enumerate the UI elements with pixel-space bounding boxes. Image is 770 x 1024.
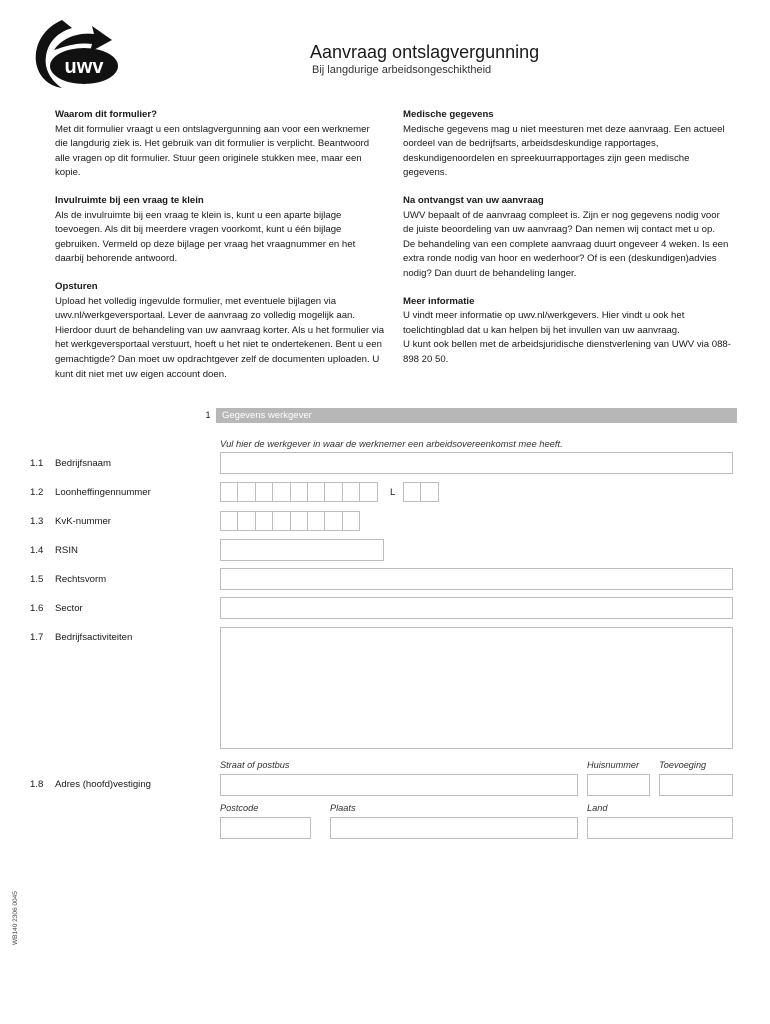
intro-block-space — [55, 194, 385, 267]
intro-text: Als de invulruimte bij een vraag te klein is, kunt u een aparte bijlage toevoegen. Als dit bij meerdere vragen voorkomt, kunt u één bijlage gebruiken. Vermeld op deze bijlage per vraag het vraagnummer en het daarbij behorende antwoord. — [55, 209, 356, 265]
street-input[interactable] — [220, 774, 578, 796]
section-number: 1 — [200, 408, 216, 423]
housenumber-input[interactable] — [587, 774, 650, 796]
intro-heading: Invulruimte bij een vraag te klein — [55, 194, 204, 206]
country-input[interactable] — [587, 817, 733, 839]
intro-text: U kunt ook bellen met de arbeidsjuridische dienstverlening van UWV via 088-898 20 50. — [403, 339, 731, 365]
company-name-input[interactable] — [220, 452, 733, 474]
country-label: Land — [587, 803, 608, 813]
section-header — [200, 408, 737, 423]
form-subtitle: Bij langdurige arbeidsongeschiktheid — [312, 64, 492, 76]
field-number: 1.5 — [30, 574, 44, 585]
field-number: 1.2 — [30, 487, 44, 498]
field-number: 1.8 — [30, 779, 44, 790]
field-number: 1.4 — [30, 545, 44, 556]
field-number: 1.1 — [30, 458, 44, 469]
intro-block-why — [55, 108, 385, 181]
intro-heading: Waarom dit formulier? — [55, 109, 157, 120]
digit-cell[interactable] — [290, 511, 308, 531]
digit-cell[interactable] — [359, 482, 377, 502]
intro-block-after-receipt — [403, 194, 733, 282]
field-label: Sector — [55, 603, 83, 614]
digit-cell[interactable] — [220, 511, 238, 531]
intro-heading: Medische gegevens — [403, 109, 494, 120]
city-input[interactable] — [330, 817, 578, 839]
intro-block-medical — [403, 108, 733, 181]
intro-block-send — [55, 280, 385, 382]
addition-label: Toevoeging — [659, 760, 707, 770]
digit-cell[interactable] — [255, 482, 273, 502]
city-label: Plaats — [330, 803, 356, 813]
digit-cell[interactable] — [220, 482, 238, 502]
payroll-tax-suffix-label: L — [390, 487, 396, 498]
kvk-number-cells[interactable] — [220, 511, 359, 531]
intro-text: UWV bepaalt of de aanvraag compleet is. Zijn er nog gegevens nodig voor de juiste beoordeling van uw aanvraag? Dan nemen wij contact met u op. — [403, 209, 720, 236]
digit-cell[interactable] — [290, 482, 308, 502]
payroll-tax-suffix-cells[interactable] — [403, 482, 438, 502]
field-label: Loonheffingennummer — [55, 487, 151, 498]
intro-heading: Meer informatie — [403, 295, 475, 307]
postcode-label: Postcode — [220, 803, 259, 813]
legal-form-input[interactable] — [220, 568, 733, 590]
street-label: Straat of postbus — [220, 760, 290, 770]
digit-cell[interactable] — [272, 482, 290, 502]
digit-cell[interactable] — [272, 511, 290, 531]
intro-right-column — [403, 108, 733, 381]
intro-text: De behandeling van een complete aanvraag duurt ongeveer 4 weken. Is een extra ronde nodig van hoor en wederhoor? Of is een (deskundigen)advies nodig? Dan duurt de behandeling langer. — [403, 238, 729, 279]
digit-cell[interactable] — [324, 511, 342, 531]
digit-cell[interactable] — [324, 482, 342, 502]
postcode-input[interactable] — [220, 817, 311, 839]
field-label: Rechtsvorm — [55, 574, 107, 585]
uwv-logo — [32, 16, 124, 90]
intro-heading: Opsturen — [55, 280, 98, 292]
intro-left-column — [55, 108, 385, 395]
field-label: KvK-nummer — [55, 516, 111, 527]
svg-text:uwv: uwv — [64, 56, 104, 78]
field-number: 1.6 — [30, 603, 44, 614]
sector-input[interactable] — [220, 597, 733, 619]
payroll-tax-number-cells[interactable] — [220, 482, 377, 502]
field-label: Bedrijfsactiviteiten — [55, 632, 133, 643]
intro-text: U vindt meer informatie op uwv.nl/werkgevers. Hier vindt u ook het toelichtingblad dat u kan helpen bij het invullen van uw aanvraag. — [403, 310, 685, 336]
digit-cell[interactable] — [420, 482, 438, 502]
digit-cell[interactable] — [342, 482, 360, 502]
digit-cell[interactable] — [307, 511, 325, 531]
digit-cell[interactable] — [255, 511, 273, 531]
business-activities-textarea[interactable] — [220, 627, 733, 749]
field-label: RSIN — [55, 545, 78, 556]
form-title: Aanvraag ontslagvergunning — [310, 42, 540, 62]
addition-input[interactable] — [659, 774, 733, 796]
digit-cell[interactable] — [342, 511, 360, 531]
field-number: 1.3 — [30, 516, 44, 527]
section-title: Gegevens werkgever — [222, 410, 312, 421]
intro-text: Upload het volledig ingevulde formulier, met eventuele bijlagen via uwv.nl/werkgeversportaal. Lever de aanvraag zo volledig mogelijk aan. Hierdoor duurt de behandeling van uw aanvraag korter. Als u het formulier via het werkgeversportaal verstuurt, hoeft u het niet te ondertekenen. Bent u een gemachtigde? Dan moet uw opdrachtgever zelf de documenten uploaden. U kunt dit niet met uw eigen account doen. — [55, 295, 385, 380]
intro-heading: Na ontvangst van uw aanvraag — [403, 194, 544, 206]
housenumber-label: Huisnummer — [587, 760, 640, 770]
digit-cell[interactable] — [237, 482, 255, 502]
rsin-input[interactable] — [220, 539, 384, 561]
section-instruction: Vul hier de werkgever in waar de werknemer een arbeidsovereenkomst mee heeft. — [220, 438, 563, 449]
digit-cell[interactable] — [237, 511, 255, 531]
field-label: Adres (hoofd)vestiging — [55, 779, 151, 790]
field-number: 1.7 — [30, 632, 44, 643]
intro-block-more-info — [403, 295, 733, 368]
form-code: WB140 2306 0045 — [12, 891, 19, 945]
field-label: Bedrijfsnaam — [55, 458, 111, 469]
intro-text: Medische gegevens mag u niet meesturen met deze aanvraag. Een actueel oordeel van de bedrijfsarts, arbeidsdeskundige rapportages, deskundigenoordelen en spreekuurrapportages zijn geen medische gegevens. — [403, 123, 725, 179]
intro-text: Met dit formulier vraagt u een ontslagvergunning aan voor een werknemer die langdurig ziek is. Het gebruik van dit formulier is verplicht. Beantwoord alle vragen op dit formulier. Stuur geen originele stukken mee, maar een kopie. — [55, 123, 370, 179]
digit-cell[interactable] — [307, 482, 325, 502]
digit-cell[interactable] — [403, 482, 421, 502]
